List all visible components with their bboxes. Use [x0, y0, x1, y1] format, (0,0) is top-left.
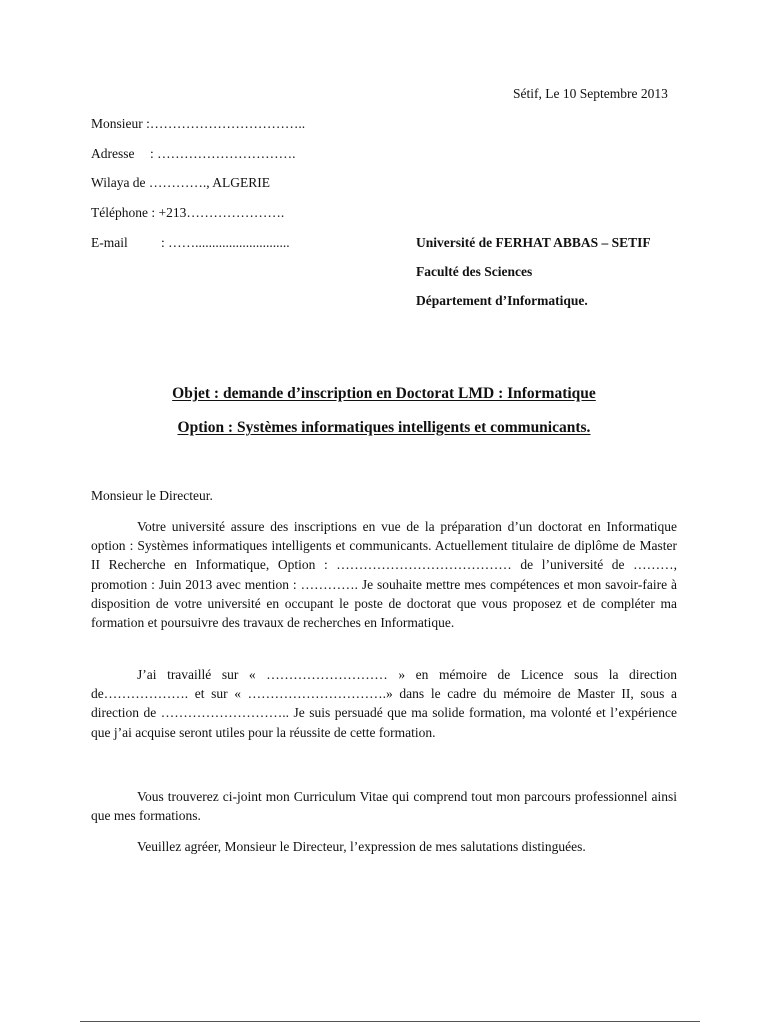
- sender-adresse-label: Adresse: [91, 146, 135, 161]
- sender-monsieur: Monsieur :……………………………..: [91, 116, 306, 131]
- body-paragraph-1: Votre université assure des inscriptions en vue de la préparation d’un doctorat en Informatique option : Systèmes informatiques intelligents et communicants. Actuellement titulaire de diplôme de Master II Recherche en Informatique, Option : ………………………………… de l’université de ………, promotion : Juin 2013 avec mention : …………. Je souhaite mettre mes compétences et mon savoir-faire à disposition de votre université en occupant le poste de doctorat que vous proposez et de compléter ma formation et poursuivre des travaux de recherches en Informatique.: [91, 519, 677, 631]
- sender-email-label: E-mail: [91, 235, 128, 250]
- recipient-university: Université de FERHAT ABBAS – SETIF: [416, 235, 651, 250]
- subject-objet: Objet : demande d’inscription en Doctorat LMD : Informatique: [172, 385, 596, 402]
- body-paragraph-3: Vous trouverez ci-joint mon Curriculum Vitae qui comprend tout mon parcours professionnel ainsi que mes formations.: [91, 789, 677, 824]
- body-paragraph-4: Veuillez agréer, Monsieur le Directeur, l’expression de mes salutations distinguées.: [137, 839, 586, 854]
- sender-wilaya: Wilaya de …………., ALGERIE: [91, 175, 271, 190]
- sender-telephone: Téléphone : +213………………….: [91, 205, 285, 220]
- sender-email: [91, 235, 290, 251]
- body-paragraph-2: J’ai travaillé sur « ……………………… » en mémoire de Licence sous la direction de………………. et sur « ………………………….» dans le cadre du mémoire de Master II, sous a direction de ……………………….. Je suis persuadé que ma solide formation, ma volonté et l’expérience que j’ai acquise seront utiles pour la réussite de cette formation.: [91, 667, 677, 740]
- letter-date: Sétif, Le 10 Septembre 2013: [513, 86, 668, 101]
- sender-email-value: : ……............................: [161, 235, 290, 250]
- recipient-faculty: Faculté des Sciences: [416, 264, 533, 279]
- recipient-department: Département d’Informatique.: [416, 293, 588, 308]
- sender-adresse-value: : ………………………….: [150, 146, 296, 161]
- page-bottom-rule: [80, 1021, 700, 1022]
- sender-adresse: [91, 146, 296, 162]
- subject-option: Option : Systèmes informatiques intelligents et communicants.: [177, 419, 591, 436]
- letter-salutation: Monsieur le Directeur.: [91, 488, 213, 503]
